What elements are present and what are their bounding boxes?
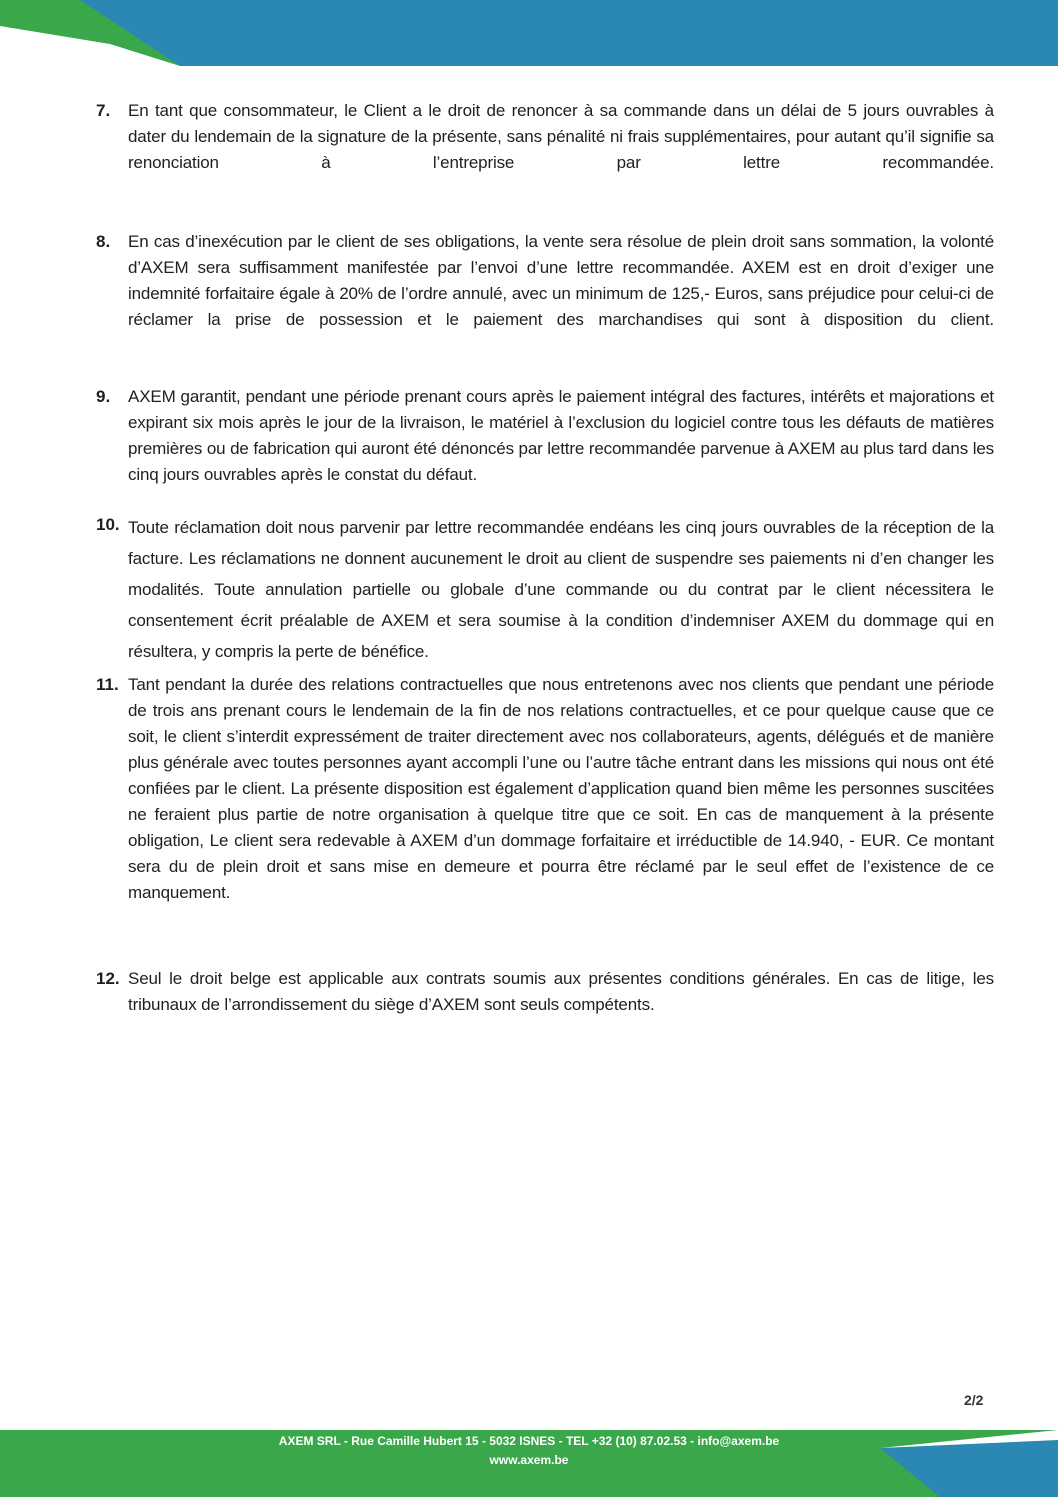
clause-text: Tant pendant la durée des relations contractuelles que nous entretenons avec nos clients que pendant une période de trois ans prenant cours le lendemain de la fin de nos relations contractuelles, et ce pour quelque cause que ce soit, le client s’interdit expressément de traiter directement avec nos collaborateurs, agents, délégués et de manière plus générale avec toutes personnes ayant accompli l’une ou l’autre tâche entrant dans les missions qui nous ont été confiées par le client. La présente disposition est également d’application quand bien même les personnes suscitées ne feraient plus partie de notre organisation à quelque titre que ce soit. En cas de manquement à la présente obligation, Le client sera redevable à AXEM d’un dommage forfaitaire et irréductible de 14.940, - EUR. Ce montant sera du de plein droit et sans mise en demeure et pourra être réclamé par le seul effet de l’existence de ce manquement. bbox=[128, 675, 994, 902]
clause-8 bbox=[96, 229, 994, 333]
clause-number: 12. bbox=[96, 969, 120, 988]
clause-number: 10. bbox=[96, 515, 120, 534]
clause-number: 11. bbox=[96, 675, 119, 694]
clause-text: AXEM garantit, pendant une période prenant cours après le paiement intégral des factures, intérêts et majorations et expirant six mois après le jour de la livraison, le matériel à l’exclusion du logiciel contre tous les défauts de matières premières ou de fabrication qui auront été dénoncés par lettre recommandée parvenue à AXEM au plus tard dans les cinq jours ouvrables après le constat du défaut. bbox=[128, 387, 994, 484]
clause-text: En cas d’inexécution par le client de ses obligations, la vente sera résolue de plein droit sans sommation, la volonté d’AXEM sera suffisamment manifestée par l’envoi d’une lettre recommandée. AXEM est en droit d’exiger une indemnité forfaitaire égale à 20% de l’ordre annulé, avec un minimum de 125,- Euros, sans préjudice pour celui-ci de réclamer la prise de possession et le paiement des marchandises qui sont à disposition du client. bbox=[128, 232, 994, 329]
header-band bbox=[0, 0, 1058, 66]
clause-number: 7. bbox=[96, 101, 111, 120]
clause-12 bbox=[96, 966, 994, 1018]
footer-website[interactable]: www.axem.be bbox=[489, 1453, 569, 1467]
clause-text: En tant que consommateur, le Client a le droit de renoncer à sa commande dans un délai de 5 jours ouvrables à dater du lendemain de la signature de la présente, sans pénalité ni frais supplémentaires, pour autant qu’il signifie sa renonciation à l’entreprise par lettre recommandée. bbox=[128, 101, 994, 172]
clause-9 bbox=[96, 384, 994, 488]
footer-address: AXEM SRL - Rue Camille Hubert 15 - 5032 ISNES - TEL +32 (10) 87.02.53 - info@axem.be bbox=[278, 1434, 780, 1448]
clause-7 bbox=[96, 98, 994, 176]
clause-number: 8. bbox=[96, 232, 111, 251]
page-number: 2/2 bbox=[964, 1392, 984, 1408]
clause-11 bbox=[96, 672, 994, 906]
clause-number: 9. bbox=[96, 387, 111, 406]
clause-text: Seul le droit belge est applicable aux contrats soumis aux présentes conditions générales. En cas de litige, les tribunaux de l’arrondissement du siège d’AXEM sont seuls compétents. bbox=[128, 969, 994, 1014]
clause-text: Toute réclamation doit nous parvenir par lettre recommandée endéans les cinq jours ouvrables de la réception de la facture. Les réclamations ne donnent aucunement le droit au client de suspendre ses paiements ni d’en changer les modalités. Toute annulation partielle ou globale d’une commande ou du contrat par le client nécessitera le consentement écrit préalable de AXEM et sera soumise à la condition d’indemniser AXEM du dommage qui en résultera, y compris la perte de bénéfice. bbox=[128, 518, 994, 661]
clause-10 bbox=[96, 512, 994, 667]
